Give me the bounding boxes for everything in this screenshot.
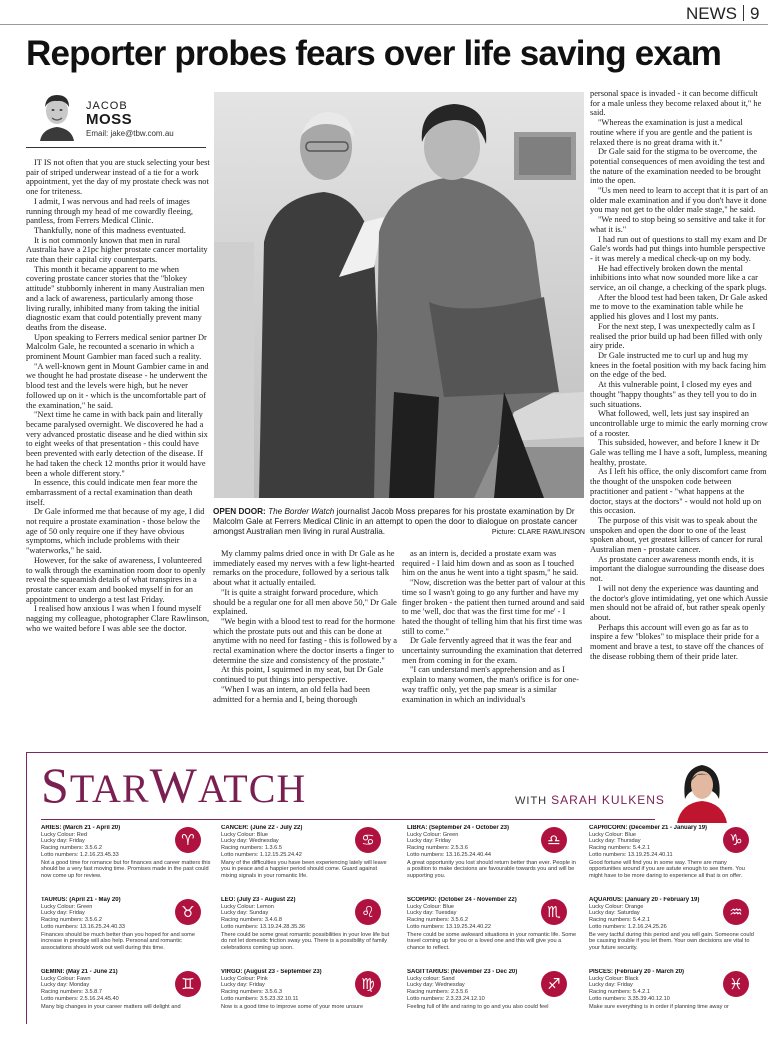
sign-racing: Racing numbers: 3.4.6.8 [221, 917, 282, 924]
sign-lotto: Lotto numbers: 13.19.25.24.40.22 [407, 923, 491, 930]
article-column-1 [26, 158, 210, 748]
sign-head: CANCER: (June 22 - July 22) [221, 825, 303, 831]
article-paragraph: As I left his office, the only discomfort came from the thought of the unspoken code between practitioner and patient - "what happens at the doctor, stays at the doctors" - would not hold up on this occasion. [590, 467, 767, 516]
article-paragraph: "We need to stop being so sensitive and take it for what it is." [590, 215, 766, 234]
sign-racing: Racing numbers: 3.5.6.2 [407, 917, 468, 924]
article-paragraph: "We begin with a blood test to read for the hormone which the prostate puts out and this can be done at anytime with no need for fasting - this is followed by a rectal examination where the doctor inserts a finger to determine the size and consistency of the prostate." [213, 616, 397, 665]
article-paragraph: What followed, well, lets just say inspired an uncontrollable urge to mimic the early morning crow of a rooster. [590, 409, 768, 438]
article-paragraph: Dr Gale informed me that because of my age, I did not require a prostate examination - those below the age of 50 only require one if they have obvious symptoms, which include problems with their "waterworks," he said. [26, 507, 205, 556]
photo-caption [213, 507, 585, 537]
starwatch-rule [41, 819, 655, 820]
caption-text: journalist Jacob Moss prepares for his prostate examination by Dr Malcolm Gale at Ferrers Medical Clinic in an attempt to open the door to dialogue on prostate cancer amongst Australian men living in rural Australia. [213, 507, 578, 536]
sign-racing: Racing numbers: 5.4.2.1 [589, 845, 650, 852]
sign-day: Lucky day: Friday [41, 910, 85, 917]
author-email: Email: jake@tbw.com.au [86, 129, 174, 138]
article-paragraph: Dr Gale said for the stigma to be overcome, the potential consequences of men avoiding the test and the nature of the examination needed to be brought into the open. [590, 147, 765, 186]
article-paragraph: I will not deny the experience was daunting and the doctor's glove intimidating, yet one which Aussie men should not be afraid of, but rather speak openly about. [590, 583, 768, 622]
zodiac-icon: ♓ [723, 971, 749, 997]
article-paragraph: "I can understand men's apprehension and as I explain to many women, the man's orifice is for one-way traffic only, yet the pap smear is a similar examination in which an individual's [402, 665, 579, 704]
sign-head: GEMINI: (May 21 - June 21) [41, 969, 118, 975]
article-column-3 [402, 549, 585, 749]
sign-day: Lucky day: Tuesday [407, 910, 457, 917]
sign-forecast: Now is a good time to improve some of your more unsure [221, 1003, 364, 1010]
horoscope-sign [589, 825, 757, 895]
sign-racing: Racing numbers: 3.5.8.7 [41, 989, 102, 996]
zodiac-icon: ♒ [723, 899, 749, 925]
caption-publication: The Border Watch [268, 507, 335, 516]
article-paragraph: After the blood test had been taken, Dr Gale asked me to move to the examination table while he applied his gloves and I lost my pants. [590, 292, 768, 322]
sign-head: TAURUS: (April 21 - May 20) [41, 897, 121, 903]
sign-head: PISCES: (February 20 - March 20) [589, 969, 685, 975]
sign-forecast: Make sure everything is in order if planning time away or [589, 1003, 729, 1010]
article-paragraph: Upon speaking to Ferrers medical senior partner Dr Malcolm Gale, he recounted a scenario in which a prominent Mount Gambier man faced such a reality. [26, 332, 207, 362]
sign-racing: Racing numbers: 1.3.6.5 [221, 845, 282, 852]
article-photo [214, 92, 584, 498]
sign-head: VIRGO: (August 23 - September 23) [221, 969, 322, 975]
article-paragraph: I realised how anxious I was when I found myself nagging my colleague, photographer Clare Rawlinson, who we waited before I was able see the doctor. [26, 604, 210, 633]
sign-forecast: Be very tactful during this period and you will gain. Someone could be causing trouble if you let them. Your own decisions are vital to your future security. [589, 931, 754, 951]
sign-colour: Lucky Colour: Blue [221, 831, 268, 838]
sign-head: AQUARIUS: (January 20 - February 19) [589, 897, 700, 903]
horoscope-sign [589, 897, 757, 967]
sign-racing: Racing numbers: 3.5.6.3 [221, 989, 282, 996]
sign-racing: Racing numbers: 3.5.6.2 [41, 845, 102, 852]
article-paragraph: Thankfully, none of this madness eventuated. [34, 225, 186, 235]
article-paragraph: Dr Gale instructed me to curl up and hug my knees in the foetal position with my back facing him on the edge of the bed. [590, 350, 767, 380]
astrologer-portrait [667, 759, 737, 823]
article-paragraph: as an intern is, decided a prostate exam was required - I laid him down and as soon as I touched him on the anus he went into a tight spasm," he said. [402, 549, 579, 578]
sign-colour: Lucky Colour: Black [589, 975, 639, 982]
article-paragraph: For the next step, I was unexpectedly calm as I realised the prior build up had been filled with only airy pride. [590, 321, 763, 351]
zodiac-icon: ♎ [541, 827, 567, 853]
zodiac-icon: ♍ [355, 971, 381, 997]
sign-colour: Lucky Colour: Blue [407, 903, 454, 910]
sign-racing: Racing numbers: 3.5.6.2 [41, 917, 102, 924]
starwatch-panel [26, 752, 768, 1024]
sign-day: Lucky day: Monday [41, 982, 90, 989]
zodiac-icon: ♋ [355, 827, 381, 853]
article-paragraph: This month it became apparent to me when covering prostate cancer stories that the "blokey attitude" stubbornly inherent in many Australian men and a lack of awareness, particularly among those living rurally, inhibited many from taking the initial diagnostic exam that could potentially prevent many deaths from the disease. [26, 264, 205, 332]
sign-colour: Lucky colour: Sand [407, 975, 455, 982]
title-letters: ATCH [197, 766, 307, 811]
sign-day: Lucky day: Saturday [589, 910, 640, 917]
sign-day: Lucky day: Friday [589, 982, 633, 989]
article-column-2 [213, 549, 398, 749]
article-paragraph: The purpose of this visit was to speak about the unspoken and open the door to one of the least spoken about, yet greatest killers of cancer for rural Australian men - prostate cancer. [590, 515, 763, 555]
with-label: WITH [515, 795, 548, 807]
horoscope-sign [407, 897, 579, 967]
horoscope-sign [589, 969, 757, 1039]
photo-credit: Picture: CLARE RAWLINSON [491, 528, 585, 536]
sign-colour: Lucky Colour: Lemon [221, 903, 274, 910]
zodiac-icon: ♌ [355, 899, 381, 925]
sign-lotto: Lotto numbers: 2.3.23.24.12.10 [407, 995, 485, 1002]
sign-head: SAGITTARIUS: (November 23 - Dec 20) [407, 969, 518, 975]
sign-day: Lucky day: Wednesday [407, 982, 465, 989]
zodiac-icon: ♈ [175, 827, 201, 853]
horoscope-sign [407, 969, 579, 1039]
horoscope-sign [41, 825, 213, 895]
sign-forecast: There could be some great romantic possibilities in your love life but do not let domestic friction sway you. There is a possibility of family celebrations coming up soon. [221, 931, 390, 951]
author-name: SARAH KULKENS [551, 793, 665, 807]
article-paragraph: I admit, I was nervous and had reels of images running through my head of me cowardly fleeing, pantless, from Ferrers Medical Clinic. [26, 196, 193, 226]
sign-head: SCORPIO: (October 24 - November 22) [407, 897, 517, 903]
sign-lotto: Lotto numbers: 13.19.24.28.35.36 [221, 923, 305, 930]
article-column-4 [590, 89, 768, 749]
author-first-name: JACOB [86, 100, 128, 112]
sign-day: Lucky day: Friday [221, 982, 265, 989]
header-rule [0, 24, 768, 25]
author-last-name: MOSS [86, 111, 133, 128]
sign-day: Lucky day: Thursday [589, 838, 641, 845]
sign-forecast: A great opportunity you lost should return better than ever. People in a position to make decisions are favourable towards you and will be supporting you. [407, 859, 576, 879]
sign-lotto: Lotto numbers: 13.16.25.24.40.33 [41, 923, 125, 930]
article-paragraph: Dr Gale fervently agreed that it was the fear and uncertainty surrounding the examination that deterred men from coming in for the exam. [402, 636, 583, 665]
article-paragraph: IT IS not often that you are stuck selecting your best pair of striped underwear instead of a tie for a work appointment, yet the day of my prostate check was not one for triteness. [26, 158, 210, 197]
caption-lead: OPEN DOOR: [213, 507, 266, 516]
article-paragraph: It is not commonly known that men in rural Australia have a 21pc higher prostate cancer mortality rate than their capital city counterparts. [26, 235, 208, 265]
article-paragraph: "When I was an intern, an old fella had been admitted for a hernia and I, being thorough [213, 684, 370, 704]
article-paragraph: This subsided, however, and before I knew it Dr Gale was telling me I have a soft, lumpless, meaning healthy, prostate. [590, 438, 767, 467]
sign-racing: Racing numbers: 2.3.5.6 [407, 989, 468, 996]
article-paragraph: However, for the sake of awareness, I volunteered to walk through the examination room door to openly reveal the squeamish details of what transpires in a prostate cancer exam and booked myself in for an appointment to undergo a test last Friday. [26, 555, 206, 604]
sign-forecast: Not a good time for romance but for finances and career matters this should be a very fast moving time. Promises made in the past could now come up for review. [41, 859, 211, 879]
sign-head: LEO: (July 23 - August 22) [221, 897, 296, 903]
page-number: 9 [750, 4, 760, 23]
sign-lotto: Lotto numbers: 1.2.16.24.25.26 [589, 923, 667, 930]
sign-head: CAPRICORN: (December 21 - January 19) [589, 825, 708, 831]
title-letter: W [149, 757, 198, 813]
sign-colour: Lucky Colour: Green [407, 831, 459, 838]
zodiac-icon: ♑ [723, 827, 749, 853]
zodiac-icon: ♏ [541, 899, 567, 925]
sign-colour: Lucky Colour: Blue [589, 831, 636, 838]
article-paragraph: "A well-known gent in Mount Gambier came in and we thought he had prostate disease - he underwent the blood test and the levels were high, but he never followed up on it - which is the uncomfortable part of the examination," he said. [26, 361, 209, 410]
sign-forecast: Good fortune will find you in some way. There are many opportunities around if you are astute enough to see them. You might have to be more daring to experience all that is on offer. [589, 859, 745, 879]
sign-forecast: Finances should be much better than you hoped for and some increase in prestige will also help. Personal and romantic associations should work out well during this time. [41, 931, 195, 951]
header-divider [743, 5, 744, 21]
article-paragraph: At this vulnerable point, I closed my eyes and thought "happy thoughts" as they tell you to do in such situations. [590, 380, 757, 409]
horoscope-sign [221, 969, 393, 1039]
article-paragraph: "It is quite a straight forward procedure, which should be a regular one for all men above 50," Dr Gale explained. [213, 587, 397, 617]
sign-racing: Racing numbers: 5.4.2.1 [589, 917, 650, 924]
sign-day: Lucky day: Friday [407, 838, 451, 845]
sign-lotto: Lotto numbers: 2.5.16.24.45.40 [41, 995, 119, 1002]
section-name: NEWS [686, 4, 737, 23]
article-paragraph: "Whereas the examination is just a medical routine where if you are gentle and the patient is relaxed there is no great drama with it." [590, 118, 753, 147]
article-paragraph: personal space is invaded - it can become difficult for a male unless they become relaxed about it," he said. [590, 89, 762, 118]
sign-lotto: Lotto numbers: 13.19.25.24.40.11 [589, 851, 673, 858]
horoscope-sign [41, 897, 213, 967]
sign-colour: Lucky Colour: Green [41, 903, 93, 910]
horoscope-sign [221, 825, 393, 895]
sign-day: Lucky day: Sunday [221, 910, 269, 917]
sign-forecast: Feeling full of life and raring to go and you also could feel [407, 1003, 549, 1010]
sign-forecast: Many of the difficulties you have been experiencing lately will leave you in peace and a happier period should come. Guard against mixing signals in your romantic life. [221, 859, 387, 879]
sign-day: Lucky day: Wednesday [221, 838, 279, 845]
article-paragraph: "Next time he came in with back pain and literally became paralysed overnight. We discovered he had a very advanced prostatic disease and he died within six to eight weeks of that presentation - this could have been prevented with early detection of the disease. If he had taken the check 12 months prior it would have been a whole different story." [26, 410, 208, 478]
headline: Reporter probes fears over life saving exam [26, 34, 722, 73]
sign-lotto: Lotto numbers: 3.5.23.32.10.11 [221, 995, 299, 1002]
sign-forecast: Many big changes in your career matters will delight and [41, 1003, 181, 1010]
author-photo [34, 89, 80, 141]
zodiac-icon: ♊ [175, 971, 201, 997]
starwatch-title [41, 757, 306, 817]
sign-colour: Lucky Colour: Pink [221, 975, 268, 982]
title-letter: S [41, 757, 70, 813]
byline [26, 89, 206, 148]
article-paragraph: He had effectively broken down the mental inhibitions into what now sounded more like a car service, an oil change, a checking of the spark plugs. [590, 263, 767, 293]
article-paragraph: My clammy palms dried once in with Dr Gale as he immediately eased my nerves with a few light-hearted remarks on the procedure, followed by a serious talk about what it actually entailed. [213, 549, 395, 588]
article-paragraph: In essence, this could indicate men fear more the embarrassment of a rectal examination than death itself. [26, 478, 198, 507]
section-header [686, 4, 759, 24]
article-paragraph: As prostate cancer awareness month ends, it is important the dialogue surrounding the disease does not. [590, 554, 765, 584]
sign-colour: Lucky Colour: Red [41, 831, 88, 838]
sign-racing: Racing numbers: 2.5.3.6 [407, 845, 468, 852]
article-paragraph: Perhaps this account will even go as far as to inspire a few "blokes" to misplace their pride for a moment and brave a test, to stave off the chances of the disease robbing them of their pride later. [590, 622, 764, 661]
sign-colour: Lucky Colour: Fawn [41, 975, 91, 982]
sign-head: LIBRA: (September 24 - October 23) [407, 825, 510, 831]
horoscope-sign [41, 969, 213, 1039]
article-paragraph: "Us men need to learn to accept that it is part of an older male examination and if you don't have it done you may not get to the older male stage," he said. [590, 186, 768, 215]
zodiac-icon: ♉ [175, 899, 201, 925]
sign-lotto: Lotto numbers: 3.35.39.40.12.10 [589, 995, 670, 1002]
zodiac-icon: ♐ [541, 971, 567, 997]
sign-head: ARIES: (March 21 - April 20) [41, 825, 121, 831]
horoscope-sign [407, 825, 579, 895]
sign-lotto: Lotto numbers: 1.12.15.25.24.42 [221, 851, 302, 858]
article-paragraph: "Now, discretion was the better part of valour at this time so I wasn't going to go any further and have my finger broken - the patient then turned around and said to me 'well, doc that was the first time for me' - I hated the thought of telling him that his first time was still to come." [402, 578, 585, 636]
title-letters: TAR [69, 766, 150, 811]
sign-racing: Racing numbers: 5.4.2.1 [589, 989, 650, 996]
sign-forecast: There could be some awkward situations in your romantic life. Some travel coming up for you or a loved one and this will give you a chance to reflect. [407, 931, 577, 951]
sign-day: Lucky day: Friday [41, 838, 85, 845]
article-paragraph: At this point, I squirmed in my seat, but Dr Gale continued to put things into perspective. [213, 665, 384, 685]
sign-lotto: Lotto numbers: 1.2.16.23.45.33 [41, 851, 119, 858]
horoscope-sign [221, 897, 393, 967]
starwatch-author [515, 793, 665, 807]
article-paragraph: I had run out of questions to stall my exam and Dr Gale's words had put things into humble perspective - it was merely a medical check-up on my body. [590, 234, 767, 263]
sign-lotto: Lotto numbers: 13.16.25.24.40.44 [407, 851, 491, 858]
sign-colour: Lucky Colour: Orange [589, 903, 644, 910]
